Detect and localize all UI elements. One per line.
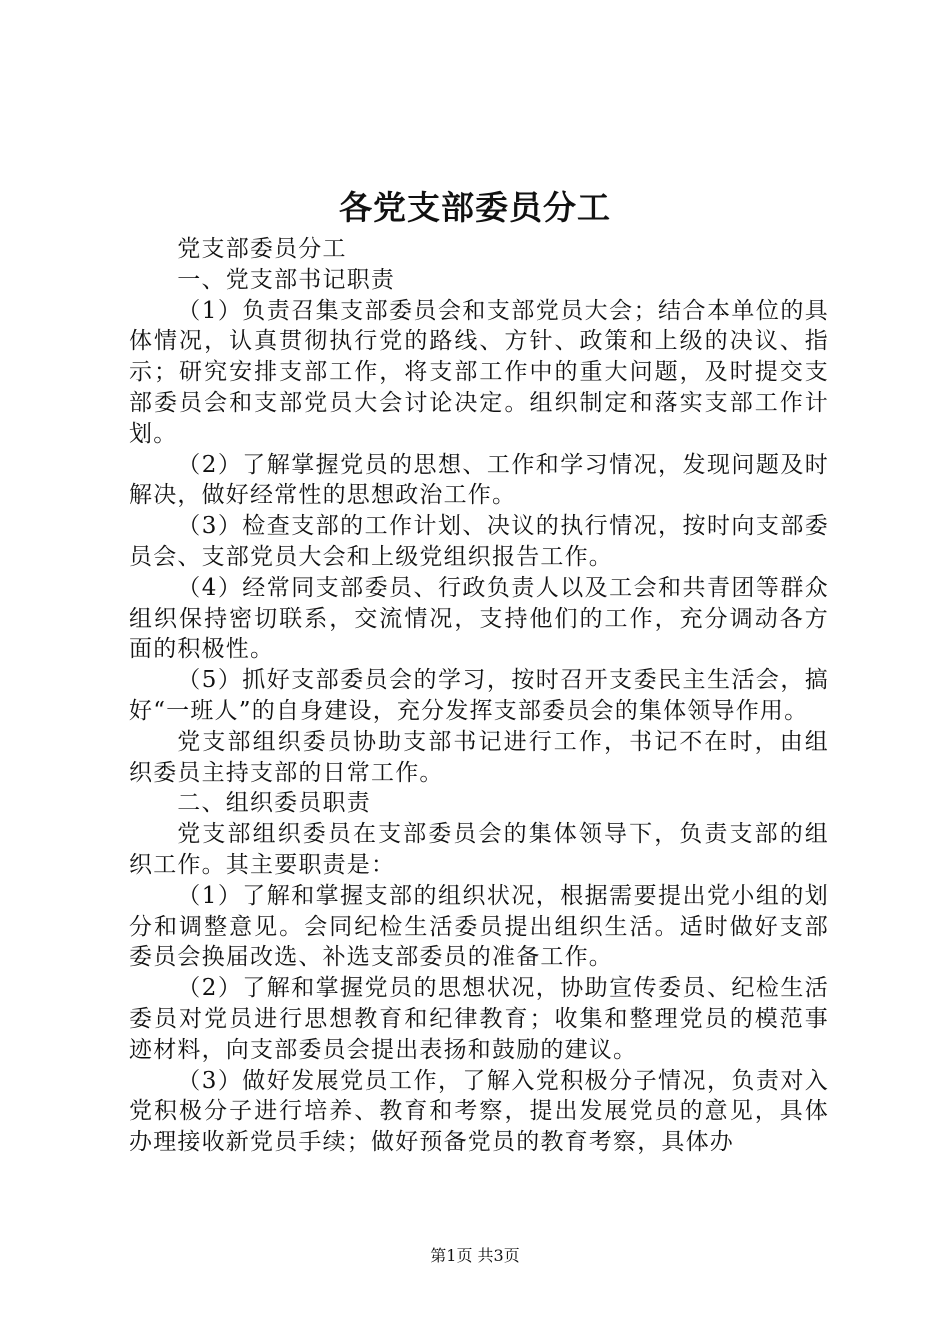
- paragraph: （2）了解掌握党员的思想、工作和学习情况，发现问题及时解决，做好经常性的思想政治工作。: [129, 451, 829, 509]
- page-footer: 第1页 共3页: [430, 1246, 520, 1265]
- paragraph: 党支部组织委员协助支部书记进行工作，书记不在时，由组织委员主持支部的日常工作。: [129, 728, 829, 786]
- paragraph: （4）经常同支部委员、行政负责人以及工会和共青团等群众组织保持密切联系，交流情况，支持他们的工作，充分调动各方面的积极性。: [129, 574, 829, 663]
- paragraph: 党支部组织委员在支部委员会的集体领导下，负责支部的组织工作。其主要职责是：: [129, 821, 829, 878]
- section-heading-organization: 二、组织委员职责: [177, 790, 371, 817]
- document-body: [129, 234, 829, 1158]
- paragraph: （1）负责召集支部委员会和支部党员大会；结合本单位的具体情况，认真贯彻执行党的路线、方针、政策和上级的决议、指示；研究安排支部工作，将支部工作中的重大问题，及时提交支部委员会和支部党员大会讨论决定。组织制定和落实支部工作计划。: [129, 297, 829, 447]
- paragraph-subtitle: 党支部委员分工: [177, 236, 347, 262]
- paragraph: （2）了解和掌握党员的思想状况，协助宣传委员、纪检生活委员对党员进行思想教育和纪律教育；收集和整理党员的模范事迹材料，向支部委员会提出表扬和鼓励的建议。: [129, 975, 829, 1063]
- paragraph: （3）检查支部的工作计划、决议的执行情况，按时向支部委员会、支部党员大会和上级党组织报告工作。: [129, 513, 829, 570]
- paragraph: （1）了解和掌握支部的组织状况，根据需要提出党小组的划分和调整意见。会同纪检生活委员提出组织生活。适时做好支部委员会换届改选、补选支部委员的准备工作。: [129, 882, 829, 971]
- paragraph: （5）抓好支部委员会的学习，按时召开支委民主生活会，搞好“一班人”的自身建设，充分发挥支部委员会的集体领导作用。: [129, 667, 829, 724]
- document-title: 各党支部委员分工: [339, 188, 611, 227]
- paragraph: （3）做好发展党员工作，了解入党积极分子情况，负责对入党积极分子进行培养、教育和考察，提出发展党员的意见，具体办理接收新党员手续；做好预备党员的教育考察，具体办: [129, 1067, 829, 1156]
- section-heading-secretary: 一、党支部书记职责: [177, 266, 396, 293]
